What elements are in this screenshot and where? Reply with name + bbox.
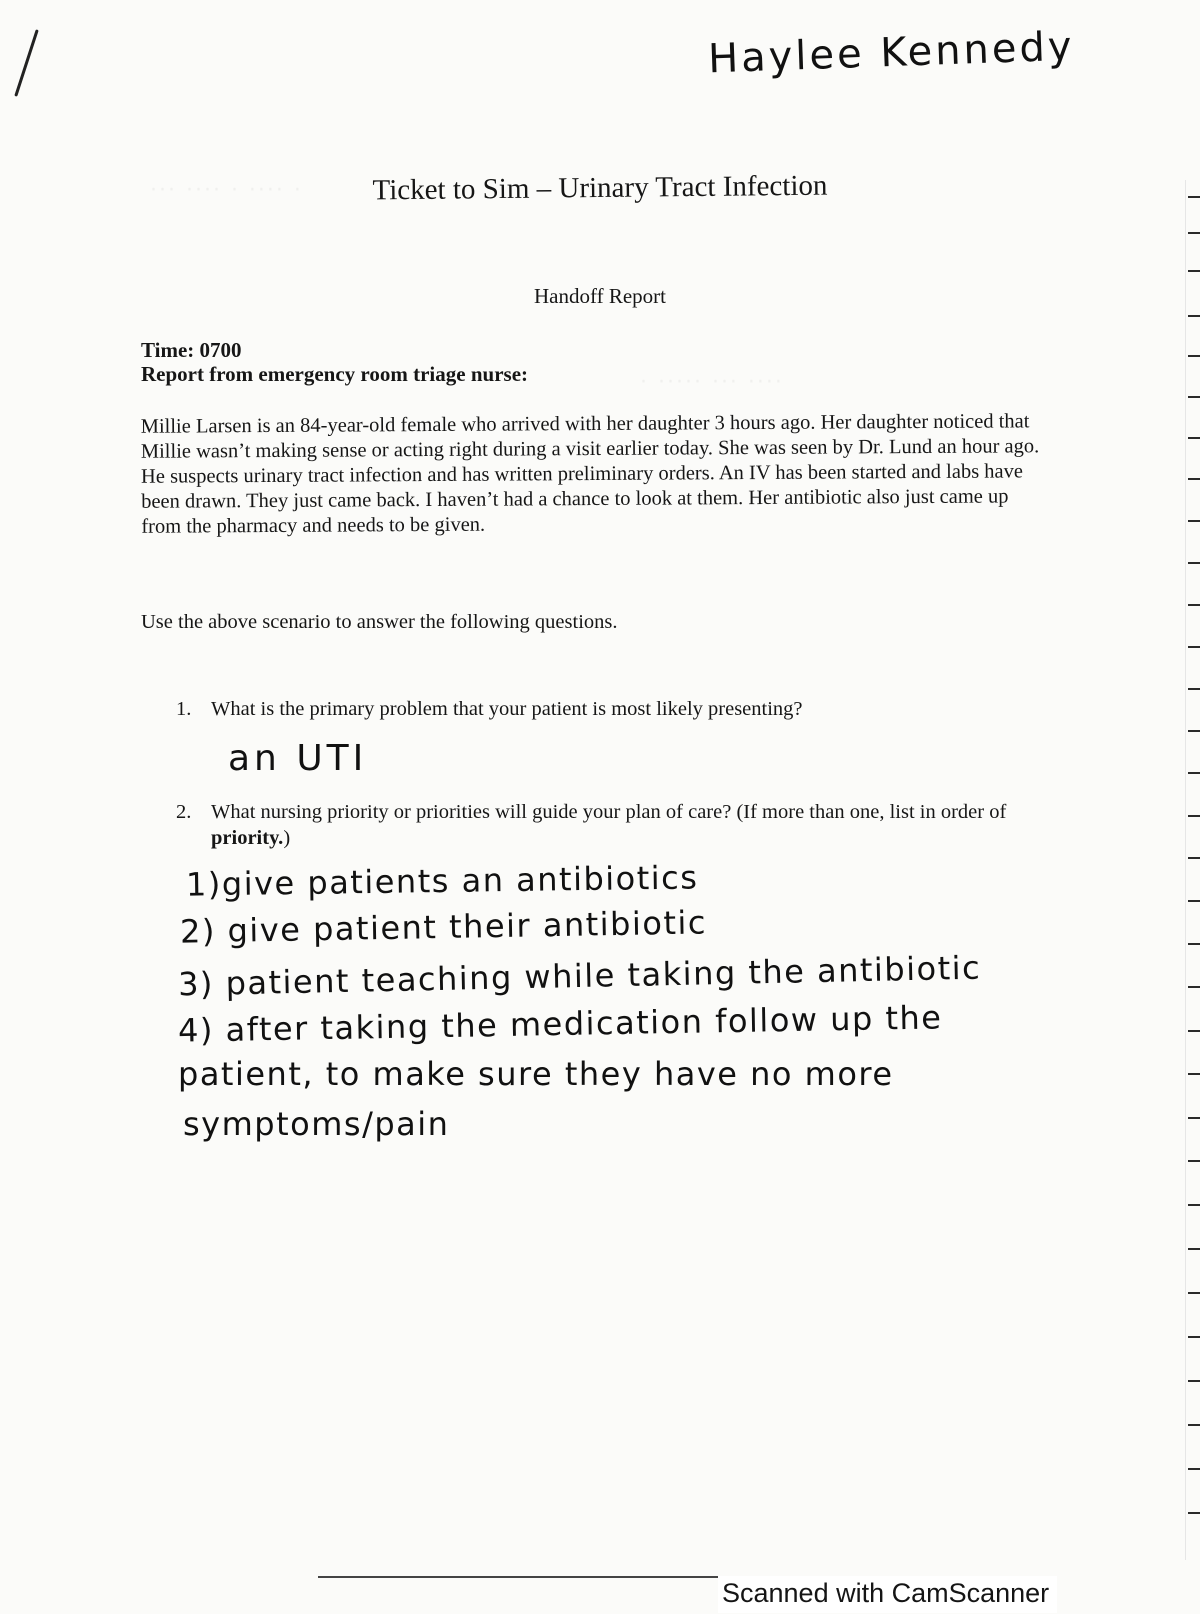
binder-tick xyxy=(1188,772,1200,774)
binder-tick xyxy=(1188,396,1200,398)
report-time: Time: 0700 xyxy=(141,338,242,362)
binder-tick xyxy=(1188,604,1200,606)
answer-2-line: 1)give patients an antibiotics xyxy=(185,858,699,904)
question-1 xyxy=(176,696,1016,722)
binder-tick xyxy=(1188,1073,1200,1075)
document-subtitle: Handoff Report xyxy=(534,284,666,308)
binder-tick xyxy=(1188,1292,1200,1294)
binder-tick xyxy=(1188,730,1200,732)
answer-2-line: symptoms/pain xyxy=(183,1105,450,1143)
binder-tick xyxy=(1188,315,1200,317)
binder-tick xyxy=(1188,355,1200,357)
question-text-bold: priority. xyxy=(211,827,284,849)
page-bottom-rule xyxy=(318,1576,718,1578)
question-number: 1. xyxy=(176,698,192,720)
binder-tick xyxy=(1188,1117,1200,1119)
answer-2-line: 2) give patient their antibiotic xyxy=(179,903,708,951)
question-number: 2. xyxy=(176,801,192,823)
binder-tick xyxy=(1188,1468,1200,1470)
binder-tick xyxy=(1188,478,1200,480)
answer-1: an UTI xyxy=(228,738,368,779)
bleed-through-text xyxy=(640,370,784,395)
binder-tick xyxy=(1188,815,1200,817)
binder-tick xyxy=(1188,1030,1200,1032)
scanner-watermark: Scanned with CamScanner xyxy=(718,1576,1057,1613)
instructions: Use the above scenario to answer the following questions. xyxy=(141,611,618,633)
binder-tick xyxy=(1188,1204,1200,1206)
binder-tick xyxy=(1188,270,1200,272)
binder-tick xyxy=(1188,1380,1200,1382)
student-name: Haylee Kennedy xyxy=(707,23,1076,83)
scenario-paragraph: Millie Larsen is an 84-year-old female who arrived with her daughter 3 hours ago. Her daughter noticed that Millie wasn’t making sense or acting right during a visit earlier today. She was seen by Dr. Lund an hour ago. He suspects urinary tract infection and has written preliminary orders. An IV has been started and labs have been drawn. They just came back. I haven’t had a chance to look at them. Her antibiotic also just came up from the pharmacy and needs to be given. xyxy=(140,410,1040,538)
question-text: What is the primary problem that your patient is most likely presenting? xyxy=(211,698,803,720)
question-text xyxy=(211,799,1046,851)
pen-mark xyxy=(14,29,38,97)
binder-tick xyxy=(1188,437,1200,439)
binder-tick xyxy=(1188,562,1200,564)
question-text-main: What nursing priority or priorities will guide your plan of care? (If more than one, list in order of xyxy=(211,801,1007,823)
binder-tick xyxy=(1188,1424,1200,1426)
binder-tick xyxy=(1188,1512,1200,1514)
binder-tick xyxy=(1188,520,1200,522)
binder-tick xyxy=(1188,232,1200,234)
binder-tick xyxy=(1188,943,1200,945)
binder-tick xyxy=(1188,1336,1200,1338)
binder-tick xyxy=(1188,646,1200,648)
binder-edge xyxy=(1185,180,1200,1560)
binder-tick xyxy=(1188,986,1200,988)
binder-tick xyxy=(1188,1160,1200,1162)
question-2 xyxy=(176,799,1046,851)
answer-2-line: 3) patient teaching while taking the antibiotic xyxy=(177,948,982,1004)
report-source: Report from emergency room triage nurse: xyxy=(141,362,529,386)
binder-tick xyxy=(1188,857,1200,859)
question-text-end: ) xyxy=(283,827,291,849)
answer-2-line: 4) after taking the medication follow up the xyxy=(177,998,943,1050)
binder-tick xyxy=(1188,900,1200,902)
document-title: Ticket to Sim – Urinary Tract Infection xyxy=(372,169,828,207)
binder-tick xyxy=(1188,1248,1200,1250)
binder-tick xyxy=(1188,688,1200,690)
answer-2-line: patient, to make sure they have no more xyxy=(178,1055,894,1093)
